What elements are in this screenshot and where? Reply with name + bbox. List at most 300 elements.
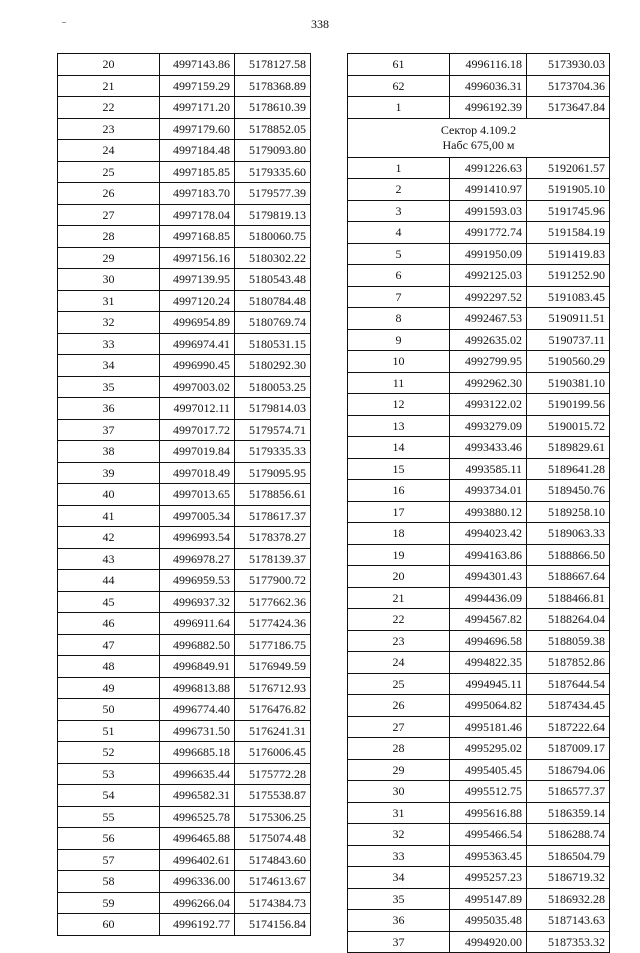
coordinate-x: 4995512.75 bbox=[450, 781, 527, 803]
coordinate-x: 4995257.23 bbox=[450, 867, 527, 889]
table-row bbox=[348, 738, 610, 760]
coordinate-y: 5188264.04 bbox=[527, 609, 610, 631]
point-number: 7 bbox=[348, 286, 450, 308]
coordinate-x: 4994945.11 bbox=[450, 673, 527, 695]
coordinate-x: 4993734.01 bbox=[450, 480, 527, 502]
point-number: 5 bbox=[348, 243, 450, 265]
table-row bbox=[348, 286, 610, 308]
table-row bbox=[348, 566, 610, 588]
table-row bbox=[348, 97, 610, 119]
coordinate-x: 4997003.02 bbox=[160, 376, 235, 398]
coordinate-x: 4994567.82 bbox=[450, 609, 527, 631]
coordinate-x: 4993433.46 bbox=[450, 437, 527, 459]
coordinate-y: 5186359.14 bbox=[527, 802, 610, 824]
point-number: 51 bbox=[58, 720, 160, 742]
table-row bbox=[348, 372, 610, 394]
coordinate-y: 5180292.30 bbox=[235, 355, 311, 377]
coordinate-y: 5189063.33 bbox=[527, 523, 610, 545]
coordinate-x: 4996731.50 bbox=[160, 720, 235, 742]
point-number: 37 bbox=[58, 419, 160, 441]
coordinate-y: 5189450.76 bbox=[527, 480, 610, 502]
table-row bbox=[58, 677, 311, 699]
point-number: 22 bbox=[348, 609, 450, 631]
coordinate-y: 5187009.17 bbox=[527, 738, 610, 760]
coordinate-y: 5179095.95 bbox=[235, 462, 311, 484]
sector-height: Набс 675,00 м bbox=[442, 137, 515, 152]
coordinate-y: 5190381.10 bbox=[527, 372, 610, 394]
table-row bbox=[348, 910, 610, 932]
coordinate-x: 4992635.02 bbox=[450, 329, 527, 351]
coordinate-y: 5175074.48 bbox=[235, 828, 311, 850]
point-number: 10 bbox=[348, 351, 450, 373]
coordinate-y: 5189641.28 bbox=[527, 458, 610, 480]
point-number: 36 bbox=[58, 398, 160, 420]
point-number: 58 bbox=[58, 871, 160, 893]
coordinate-y: 5186504.79 bbox=[527, 845, 610, 867]
coordinate-y: 5186577.37 bbox=[527, 781, 610, 803]
coordinate-y: 5174156.84 bbox=[235, 914, 311, 936]
point-number: 28 bbox=[348, 738, 450, 760]
table-row bbox=[58, 720, 311, 742]
coordinate-y: 5177662.36 bbox=[235, 591, 311, 613]
coordinate-y: 5178378.27 bbox=[235, 527, 311, 549]
coordinate-x: 4997178.04 bbox=[160, 204, 235, 226]
coordinate-y: 5187143.63 bbox=[527, 910, 610, 932]
coordinate-x: 4993279.09 bbox=[450, 415, 527, 437]
point-number: 23 bbox=[348, 630, 450, 652]
point-number: 24 bbox=[58, 140, 160, 162]
table-row bbox=[348, 587, 610, 609]
point-number: 23 bbox=[58, 118, 160, 140]
coordinate-x: 4996813.88 bbox=[160, 677, 235, 699]
point-number: 8 bbox=[348, 308, 450, 330]
point-number: 4 bbox=[348, 222, 450, 244]
sector-header bbox=[348, 118, 610, 157]
point-number: 29 bbox=[348, 759, 450, 781]
coordinate-x: 4995405.45 bbox=[450, 759, 527, 781]
point-number: 12 bbox=[348, 394, 450, 416]
table-row bbox=[58, 247, 311, 269]
table-row bbox=[58, 269, 311, 291]
point-number: 27 bbox=[348, 716, 450, 738]
point-number: 42 bbox=[58, 527, 160, 549]
point-number: 37 bbox=[348, 931, 450, 953]
table-row bbox=[58, 204, 311, 226]
table-row bbox=[58, 419, 311, 441]
point-number: 25 bbox=[348, 673, 450, 695]
point-number: 36 bbox=[348, 910, 450, 932]
coordinate-x: 4991410.97 bbox=[450, 179, 527, 201]
table-row bbox=[58, 118, 311, 140]
coordinate-y: 5177186.75 bbox=[235, 634, 311, 656]
coordinate-x: 4997184.48 bbox=[160, 140, 235, 162]
coordinate-x: 4991950.09 bbox=[450, 243, 527, 265]
coordinate-x: 4996116.18 bbox=[450, 54, 527, 76]
coordinate-x: 4994023.42 bbox=[450, 523, 527, 545]
point-number: 35 bbox=[58, 376, 160, 398]
coordinate-y: 5175306.25 bbox=[235, 806, 311, 828]
coordinate-x: 4996774.40 bbox=[160, 699, 235, 721]
coordinate-y: 5176241.31 bbox=[235, 720, 311, 742]
point-number: 29 bbox=[58, 247, 160, 269]
table-row bbox=[348, 157, 610, 179]
coordinate-y: 5179814.03 bbox=[235, 398, 311, 420]
table-row bbox=[348, 888, 610, 910]
table-row bbox=[348, 458, 610, 480]
point-number: 32 bbox=[58, 312, 160, 334]
table-row bbox=[58, 828, 311, 850]
point-number: 56 bbox=[58, 828, 160, 850]
coordinate-x: 4997017.72 bbox=[160, 419, 235, 441]
coordinate-x: 4993585.11 bbox=[450, 458, 527, 480]
coordinate-y: 5186288.74 bbox=[527, 824, 610, 846]
table-row bbox=[348, 845, 610, 867]
coordinate-y: 5173704.36 bbox=[527, 75, 610, 97]
coordinate-y: 5176476.82 bbox=[235, 699, 311, 721]
coordinate-x: 4997159.29 bbox=[160, 75, 235, 97]
coordinate-y: 5190015.72 bbox=[527, 415, 610, 437]
coordinate-y: 5178368.89 bbox=[235, 75, 311, 97]
coordinate-y: 5187644.54 bbox=[527, 673, 610, 695]
coordinate-x: 4994696.58 bbox=[450, 630, 527, 652]
point-number: 55 bbox=[58, 806, 160, 828]
table-row bbox=[58, 613, 311, 635]
point-number: 30 bbox=[58, 269, 160, 291]
coordinate-x: 4996192.77 bbox=[160, 914, 235, 936]
coordinate-y: 5191419.83 bbox=[527, 243, 610, 265]
coordinate-y: 5189829.61 bbox=[527, 437, 610, 459]
coordinate-x: 4996525.78 bbox=[160, 806, 235, 828]
table-row bbox=[58, 742, 311, 764]
coordinate-x: 4996849.91 bbox=[160, 656, 235, 678]
coordinate-x: 4997168.85 bbox=[160, 226, 235, 248]
coordinate-x: 4997013.65 bbox=[160, 484, 235, 506]
coordinate-y: 5192061.57 bbox=[527, 157, 610, 179]
coordinates-table-right bbox=[347, 53, 610, 953]
point-number: 34 bbox=[58, 355, 160, 377]
table-row bbox=[348, 802, 610, 824]
table-row bbox=[58, 462, 311, 484]
table-row bbox=[348, 544, 610, 566]
table-row bbox=[58, 849, 311, 871]
coordinate-y: 5191905.10 bbox=[527, 179, 610, 201]
coordinate-y: 5187434.45 bbox=[527, 695, 610, 717]
table-row bbox=[58, 333, 311, 355]
table-row bbox=[58, 527, 311, 549]
coordinate-y: 5190737.11 bbox=[527, 329, 610, 351]
coordinate-x: 4996990.45 bbox=[160, 355, 235, 377]
coordinate-y: 5191584.19 bbox=[527, 222, 610, 244]
coordinate-y: 5176949.59 bbox=[235, 656, 311, 678]
coordinate-y: 5178610.39 bbox=[235, 97, 311, 119]
table-row bbox=[58, 312, 311, 334]
point-number: 1 bbox=[348, 157, 450, 179]
coordinate-y: 5191745.96 bbox=[527, 200, 610, 222]
coordinate-x: 4991226.63 bbox=[450, 157, 527, 179]
sector-header-row bbox=[348, 118, 610, 157]
coordinate-x: 4995035.48 bbox=[450, 910, 527, 932]
table-row bbox=[58, 634, 311, 656]
table-row bbox=[348, 351, 610, 373]
coordinate-x: 4996993.54 bbox=[160, 527, 235, 549]
point-number: 30 bbox=[348, 781, 450, 803]
coordinate-x: 4996911.64 bbox=[160, 613, 235, 635]
coordinate-x: 4996266.04 bbox=[160, 892, 235, 914]
coordinate-x: 4996192.39 bbox=[450, 97, 527, 119]
coordinate-x: 4995064.82 bbox=[450, 695, 527, 717]
coordinate-y: 5174843.60 bbox=[235, 849, 311, 871]
table-row bbox=[348, 716, 610, 738]
point-number: 13 bbox=[348, 415, 450, 437]
coordinate-y: 5180060.75 bbox=[235, 226, 311, 248]
point-number: 35 bbox=[348, 888, 450, 910]
table-row bbox=[58, 591, 311, 613]
point-number: 61 bbox=[348, 54, 450, 76]
coordinate-x: 4992125.03 bbox=[450, 265, 527, 287]
coordinate-y: 5174384.73 bbox=[235, 892, 311, 914]
table-row bbox=[348, 867, 610, 889]
page-number: 338 bbox=[311, 17, 329, 31]
table-row bbox=[348, 179, 610, 201]
coordinate-x: 4997185.85 bbox=[160, 161, 235, 183]
coordinate-y: 5187222.64 bbox=[527, 716, 610, 738]
coordinate-x: 4996937.32 bbox=[160, 591, 235, 613]
table-row bbox=[348, 781, 610, 803]
coordinate-x: 4996882.50 bbox=[160, 634, 235, 656]
coordinate-y: 5179819.13 bbox=[235, 204, 311, 226]
coordinate-x: 4991772.74 bbox=[450, 222, 527, 244]
coordinate-x: 4996635.44 bbox=[160, 763, 235, 785]
table-row bbox=[348, 931, 610, 953]
point-number: 33 bbox=[348, 845, 450, 867]
table-row bbox=[58, 75, 311, 97]
coordinate-x: 4995295.02 bbox=[450, 738, 527, 760]
point-number: 9 bbox=[348, 329, 450, 351]
coordinate-y: 5191083.45 bbox=[527, 286, 610, 308]
table-row bbox=[58, 505, 311, 527]
coordinate-x: 4996465.88 bbox=[160, 828, 235, 850]
coordinate-x: 4996954.89 bbox=[160, 312, 235, 334]
point-number: 20 bbox=[58, 54, 160, 76]
table-row bbox=[348, 759, 610, 781]
coordinate-y: 5179335.60 bbox=[235, 161, 311, 183]
coordinate-x: 4997018.49 bbox=[160, 462, 235, 484]
table-row bbox=[58, 656, 311, 678]
coordinate-x: 4995181.46 bbox=[450, 716, 527, 738]
coordinate-x: 4992962.30 bbox=[450, 372, 527, 394]
coordinate-y: 5179093.80 bbox=[235, 140, 311, 162]
point-number: 59 bbox=[58, 892, 160, 914]
point-number: 26 bbox=[348, 695, 450, 717]
table-row bbox=[348, 243, 610, 265]
coordinate-y: 5179335.33 bbox=[235, 441, 311, 463]
coordinate-y: 5186932.28 bbox=[527, 888, 610, 910]
coordinate-x: 4992467.53 bbox=[450, 308, 527, 330]
coordinate-x: 4995363.45 bbox=[450, 845, 527, 867]
coordinate-x: 4997183.70 bbox=[160, 183, 235, 205]
coordinate-x: 4997143.86 bbox=[160, 54, 235, 76]
table-row bbox=[348, 501, 610, 523]
point-number: 48 bbox=[58, 656, 160, 678]
coordinate-y: 5180769.74 bbox=[235, 312, 311, 334]
coordinate-x: 4995147.89 bbox=[450, 888, 527, 910]
point-number: 38 bbox=[58, 441, 160, 463]
point-number: 34 bbox=[348, 867, 450, 889]
coordinate-x: 4994301.43 bbox=[450, 566, 527, 588]
coordinate-y: 5190199.56 bbox=[527, 394, 610, 416]
coordinate-x: 4997120.24 bbox=[160, 290, 235, 312]
point-number: 43 bbox=[58, 548, 160, 570]
point-number: 41 bbox=[58, 505, 160, 527]
coordinate-y: 5180302.22 bbox=[235, 247, 311, 269]
coordinate-y: 5186794.06 bbox=[527, 759, 610, 781]
sector-title: Сектор 4.109.2 bbox=[440, 122, 517, 137]
coordinate-x: 4996036.31 bbox=[450, 75, 527, 97]
coordinate-y: 5175772.28 bbox=[235, 763, 311, 785]
coordinate-x: 4996685.18 bbox=[160, 742, 235, 764]
point-number: 49 bbox=[58, 677, 160, 699]
coordinate-y: 5178139.37 bbox=[235, 548, 311, 570]
point-number: 33 bbox=[58, 333, 160, 355]
coordinate-y: 5178617.37 bbox=[235, 505, 311, 527]
coordinate-y: 5190911.51 bbox=[527, 308, 610, 330]
coordinate-x: 4996974.41 bbox=[160, 333, 235, 355]
coordinate-y: 5180784.48 bbox=[235, 290, 311, 312]
coordinate-x: 4992799.95 bbox=[450, 351, 527, 373]
coordinate-y: 5186719.32 bbox=[527, 867, 610, 889]
table-row bbox=[348, 200, 610, 222]
table-row bbox=[348, 480, 610, 502]
point-number: 50 bbox=[58, 699, 160, 721]
point-number: 14 bbox=[348, 437, 450, 459]
point-number: 28 bbox=[58, 226, 160, 248]
table-row bbox=[58, 484, 311, 506]
point-number: 24 bbox=[348, 652, 450, 674]
coordinate-y: 5177900.72 bbox=[235, 570, 311, 592]
table-row bbox=[348, 673, 610, 695]
point-number: 22 bbox=[58, 97, 160, 119]
table-row bbox=[58, 140, 311, 162]
coordinate-x: 4997019.84 bbox=[160, 441, 235, 463]
table-row bbox=[348, 609, 610, 631]
table-row bbox=[348, 630, 610, 652]
table-row bbox=[58, 785, 311, 807]
coordinate-y: 5190560.29 bbox=[527, 351, 610, 373]
point-number: 27 bbox=[58, 204, 160, 226]
point-number: 20 bbox=[348, 566, 450, 588]
point-number: 21 bbox=[348, 587, 450, 609]
coordinate-y: 5178852.05 bbox=[235, 118, 311, 140]
table-row bbox=[58, 226, 311, 248]
table-row bbox=[58, 914, 311, 936]
point-number: 3 bbox=[348, 200, 450, 222]
point-number: 62 bbox=[348, 75, 450, 97]
coordinate-y: 5188466.81 bbox=[527, 587, 610, 609]
point-number: 57 bbox=[58, 849, 160, 871]
coordinate-x: 4996959.53 bbox=[160, 570, 235, 592]
coordinate-x: 4996402.61 bbox=[160, 849, 235, 871]
coordinate-y: 5178856.61 bbox=[235, 484, 311, 506]
table-row bbox=[58, 871, 311, 893]
table-row bbox=[58, 441, 311, 463]
table-row bbox=[58, 570, 311, 592]
point-number: 52 bbox=[58, 742, 160, 764]
coordinate-x: 4996336.00 bbox=[160, 871, 235, 893]
point-number: 31 bbox=[58, 290, 160, 312]
coordinates-table-left bbox=[57, 53, 311, 936]
coordinate-x: 4994436.09 bbox=[450, 587, 527, 609]
coordinate-x: 4997005.34 bbox=[160, 505, 235, 527]
coordinate-x: 4996582.31 bbox=[160, 785, 235, 807]
point-number: 16 bbox=[348, 480, 450, 502]
coordinate-x: 4997012.11 bbox=[160, 398, 235, 420]
table-row bbox=[348, 437, 610, 459]
point-number: 17 bbox=[348, 501, 450, 523]
coordinate-x: 4991593.03 bbox=[450, 200, 527, 222]
coordinate-x: 4997139.95 bbox=[160, 269, 235, 291]
table-row bbox=[58, 806, 311, 828]
table-row bbox=[58, 355, 311, 377]
table-row bbox=[58, 161, 311, 183]
coordinate-x: 4997156.16 bbox=[160, 247, 235, 269]
coordinate-y: 5179574.71 bbox=[235, 419, 311, 441]
point-number: 26 bbox=[58, 183, 160, 205]
coordinate-y: 5180531.15 bbox=[235, 333, 311, 355]
coordinate-x: 4995616.88 bbox=[450, 802, 527, 824]
table-row bbox=[348, 394, 610, 416]
coordinate-x: 4997179.60 bbox=[160, 118, 235, 140]
point-number: 6 bbox=[348, 265, 450, 287]
coordinate-x: 4996978.27 bbox=[160, 548, 235, 570]
point-number: 54 bbox=[58, 785, 160, 807]
point-number: 60 bbox=[58, 914, 160, 936]
coordinate-y: 5188667.64 bbox=[527, 566, 610, 588]
table-row bbox=[58, 548, 311, 570]
coordinate-x: 4993122.02 bbox=[450, 394, 527, 416]
coordinate-y: 5188866.50 bbox=[527, 544, 610, 566]
coordinate-y: 5173930.03 bbox=[527, 54, 610, 76]
coordinate-y: 5180543.48 bbox=[235, 269, 311, 291]
table-row bbox=[58, 54, 311, 76]
table-row bbox=[58, 97, 311, 119]
point-number: 44 bbox=[58, 570, 160, 592]
table-row bbox=[348, 75, 610, 97]
coordinate-x: 4994920.00 bbox=[450, 931, 527, 953]
coordinate-y: 5175538.87 bbox=[235, 785, 311, 807]
coordinate-y: 5177424.36 bbox=[235, 613, 311, 635]
coordinate-y: 5189258.10 bbox=[527, 501, 610, 523]
point-number: 45 bbox=[58, 591, 160, 613]
coordinate-y: 5176712.93 bbox=[235, 677, 311, 699]
coordinate-y: 5187353.32 bbox=[527, 931, 610, 953]
point-number: 32 bbox=[348, 824, 450, 846]
coordinate-y: 5179577.39 bbox=[235, 183, 311, 205]
table-row bbox=[348, 308, 610, 330]
point-number: 19 bbox=[348, 544, 450, 566]
table-row bbox=[348, 329, 610, 351]
coordinate-x: 4995466.54 bbox=[450, 824, 527, 846]
table-row bbox=[348, 415, 610, 437]
table-row bbox=[348, 652, 610, 674]
table-row bbox=[58, 290, 311, 312]
coordinate-x: 4993880.12 bbox=[450, 501, 527, 523]
point-number: 11 bbox=[348, 372, 450, 394]
coordinate-y: 5187852.86 bbox=[527, 652, 610, 674]
coordinate-x: 4994163.86 bbox=[450, 544, 527, 566]
table-row bbox=[58, 183, 311, 205]
table-row bbox=[58, 699, 311, 721]
point-number: 1 bbox=[348, 97, 450, 119]
